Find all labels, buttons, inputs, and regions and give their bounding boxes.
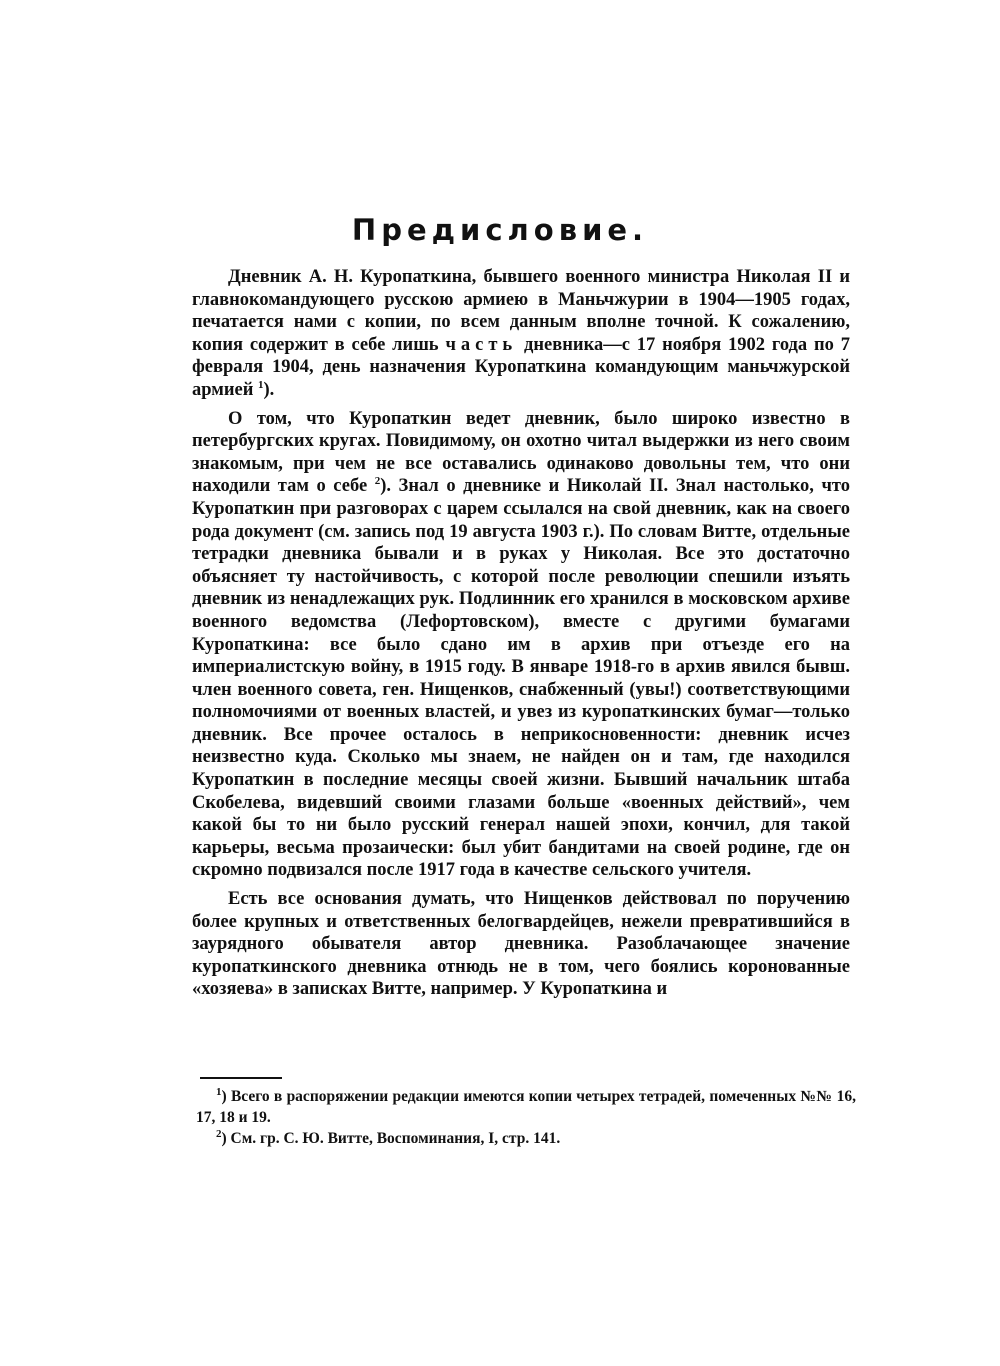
footnote-2-mark: 2 [216, 1127, 222, 1140]
main-text [192, 266, 850, 1007]
page-title: Предисловие. [351, 213, 649, 247]
footnote-1-text: ) Всего в распоряжении редакции имеются копии четырех тетрадей, помеченных №№ 16, 17, 18 и 19. [196, 1088, 856, 1126]
footnote-1 [196, 1086, 856, 1128]
footnote-2 [196, 1128, 856, 1149]
paragraph-2-text-a: О том, что Куропаткин ведет дневник, было широко известно в петербургских кругах. Повидимому, он охотно читал выдержки из него своим знакомым, при чем не все оставались одинаково довольны тем, что они находили там о себе [192, 408, 850, 497]
paragraph-3-text: Есть все основания думать, что Нищенков действовал по поручению более крупных и ответственных белогвардейцев, нежели превратившийся в заурядного обывателя автор дневника. Разоблачающее значение куропаткинского дневника отнюдь не в том, чего боялись коронованные «хозяева» в записках Витте, например. У Куропаткина и [192, 889, 850, 1000]
paragraph-1-text-c: ). [263, 379, 275, 400]
paragraph-2 [192, 408, 850, 882]
footnote-2-text: ) См. гр. С. Ю. Витте, Воспоминания, I, стр. 141. [221, 1130, 561, 1147]
footnote-ref-1: 1 [258, 378, 264, 391]
footnote-divider [200, 1077, 282, 1079]
paragraph-1 [192, 266, 850, 402]
paragraph-3 [192, 888, 850, 1001]
footnotes [196, 1086, 856, 1149]
paragraph-1-text-a: Дневник А. Н. Куропаткина, бывшего военного министра Николая II и главнокомандующего русскою армиею в Маньчжурии в 1904—1905 годах, печатается нами с копии, по всем данным вполне точной. К сожалению, копия содержит в себе лишь [192, 267, 850, 355]
emphasis-word: часть [445, 334, 518, 355]
paragraph-2-text-b: ). Знал о дневнике и Николай II. Знал настолько, что Куропаткин при разговорах с царем ссылался на свой дневник, как на своего рода документ (см. запись под 19 августа 1903 г.). По словам Витте, отдельные тетрадки дневника бывали и в руках у Николая. Все это достаточно объясняет ту настойчивость, с которой после революции спешили изъять дневник из ненадлежащих рук. Подлинник его хранился в московском архиве военного ведомства (Лефортовском), вместе с другими бумагами Куропаткина: все было сдано им в архив при отъезде его на империалистскую войну, в 1915 году. В январе 1918-го в архив явился бывш. член военного совета, ген. Нищенков, снабженный (увы!) соответствующими полномочиями от военных властей, и увез из куропаткинских бумаг—только дневник. Все прочее осталось в неприкосновенности: дневник исчез неизвестно куда. Сколько мы знаем, не найден он и там, где находился Куропаткин в последние месяцы своей жизни. Бывший начальник штаба Скобелева, видевший своими глазами больше «военных действий», чем какой бы то ни было русский генерал нашей эпохи, кончил, для такой карьеры, весьма прозаически: был убит бандитами на своей родине, где он скромно подвизался после 1917 года в качестве сельского учителя. [192, 476, 850, 881]
footnote-1-mark: 1 [216, 1085, 222, 1098]
paragraph-1-text-b: дневника—с 17 ноября 1902 года по 7 февраля 1904, день назначения Куропаткина командующим маньчжурской армией [192, 334, 850, 400]
footnote-ref-2: 2 [374, 475, 381, 488]
